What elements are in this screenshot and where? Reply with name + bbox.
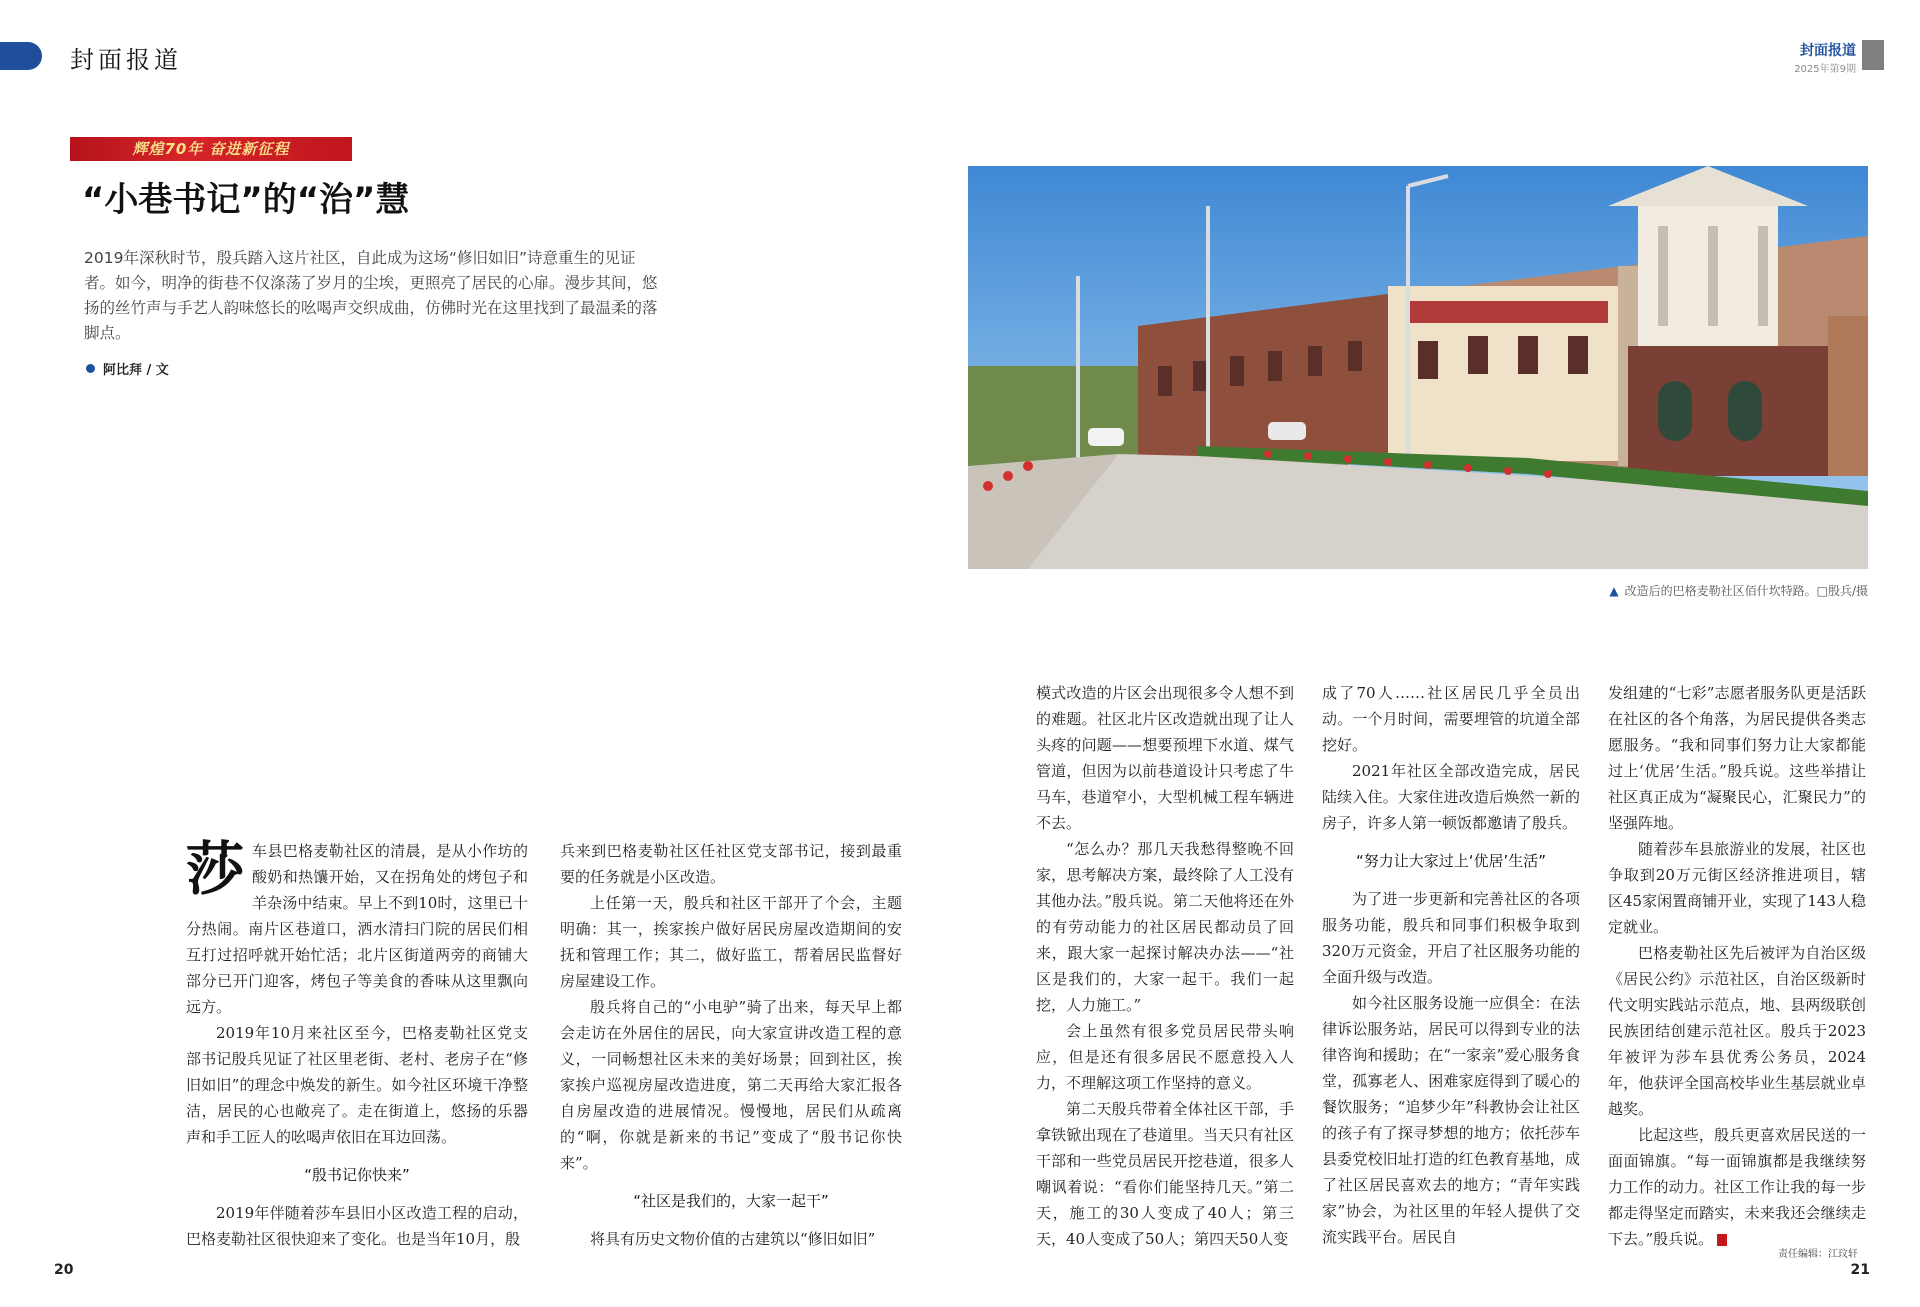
body-column-4 — [1322, 680, 1580, 1250]
photo-caption — [1609, 582, 1868, 599]
paragraph: 随着莎车县旅游业的发展，社区也争取到20万元街区经济推进项目，辖区45家闲置商铺开业，实现了143人稳定就业。 — [1608, 840, 1866, 936]
paragraph: 巴格麦勒社区先后被评为自治区级《居民公约》示范社区，自治区级新时代文明实践站示范点，地、县两级联创民族团结创建示范社区。殷兵于2023年被评为莎车县优秀公务员，2024年，他获评全国高校毕业生基层就业卓越奖。 — [1608, 944, 1866, 1118]
street-photo — [968, 166, 1868, 569]
anniversary-banner: 辉煌70年 奋进新征程 — [70, 137, 352, 161]
body-column-5 — [1608, 680, 1866, 1252]
paragraph: 2019年10月来社区至今，巴格麦勒社区党支部书记殷兵见证了社区里老街、老村、老房子在“修旧如旧”的理念中焕发的新生。如今社区环境干净整洁，居民的心也敞亮了。走在街道上，悠扬的乐器声和手工匠人的吆喝声依旧在耳边回荡。 — [186, 1024, 528, 1146]
byline — [86, 359, 169, 378]
paragraph: 第二天殷兵带着全体社区干部，手拿铁锨出现在了巷道里。当天只有社区干部和一些党员居民开挖巷道，很多人嘲讽着说：“看你们能坚持几天。”第二天，施工的30人变成了40人；第三天，40人变成了50人；第四天50人变 — [1036, 1100, 1294, 1248]
subheading: “殷书记你快来” — [304, 1166, 410, 1184]
section-title: 封面报道 — [70, 46, 182, 74]
paragraph: 为了进一步更新和完善社区的各项服务功能，殷兵和同事们积极争取到320万元资金，开启了社区服务功能的全面升级与改造。 — [1322, 890, 1580, 986]
caption-triangle-icon: ▲ — [1609, 584, 1619, 598]
bullet-icon — [86, 364, 95, 373]
article-lead: 2019年深秋时节，殷兵踏入这片社区，自此成为这场“修旧如旧”诗意重生的见证者。如今，明净的街巷不仅涤荡了岁月的尘埃，更照亮了居民的心扉。漫步其间，悠扬的丝竹声与手艺人韵味悠长的吆喝声交织成曲，仿佛时光在这里找到了最温柔的落脚点。 — [84, 249, 658, 342]
paragraph: 发组建的“七彩”志愿者服务队更是活跃在社区的各个角落，为居民提供各类志愿服务。“我和同事们努力让大家都能过上‘优居’生活。”殷兵说。这些举措让社区真正成为“凝聚民心，汇聚民力”的坚强阵地。 — [1608, 684, 1866, 832]
paragraph: 将具有历史文物价值的古建筑以“修旧如旧” — [590, 1230, 876, 1248]
running-header-section: 封面报道 — [1800, 43, 1856, 59]
body-column-2 — [560, 838, 902, 1252]
paragraph: 成了70人……社区居民几乎全员出动。一个月时间，需要埋管的坑道全部挖好。 — [1322, 684, 1580, 754]
subheading: “努力让大家过上‘优居’生活” — [1355, 852, 1547, 870]
section-marker — [0, 42, 42, 70]
paragraph: “怎么办？那几天我愁得整晚不回家，思考解决方案，最终除了人工没有其他办法。”殷兵说。第二天他将还在外的有劳动能力的社区居民都动员了回来，跟大家一起探讨解决办法——“社区是我们的，大家一起干。我们一起挖，人力施工。” — [1036, 840, 1294, 1014]
page-number-right: 21 — [1850, 1262, 1870, 1278]
paragraph: 车县巴格麦勒社区的清晨，是从小作坊的酸奶和热馕开始，又在拐角处的烤包子和羊杂汤中结束。早上不到10时，这里已十分热闹。南片区巷道口，洒水清扫门院的居民们相互打过招呼就开始忙活；北片区街道两旁的商铺大部分已开门迎客，烤包子等美食的香味从这里飘向远方。 — [186, 842, 528, 1016]
paragraph: 模式改造的片区会出现很多令人想不到的难题。社区北片区改造就出现了让人头疼的问题——想要预埋下水道、煤气管道，但因为以前巷道设计只考虑了牛马车，巷道窄小，大型机械工程车辆进不去。 — [1036, 684, 1294, 832]
magazine-logo-icon — [1862, 40, 1884, 70]
paragraph: 2021年社区全部改造完成，居民陆续入住。大家住进改造后焕然一新的房子，许多人第一顿饭都邀请了殷兵。 — [1322, 762, 1580, 832]
paragraph — [1608, 1122, 1866, 1252]
article-title: “小巷书记”的“治”慧 — [82, 180, 410, 220]
editor-credit: 责任编辑：江玟轩 — [1778, 1249, 1858, 1260]
street-photo-illustration — [968, 166, 1868, 569]
body-column-1 — [186, 835, 528, 1252]
paragraph: 上任第一天，殷兵和社区干部开了个会，主题明确：其一，挨家挨户做好居民房屋改造期间的安抚和管理工作；其二，做好监工，帮着居民监督好房屋建设工作。 — [560, 894, 902, 990]
paragraph: 兵来到巴格麦勒社区任社区党支部书记，接到最重要的任务就是小区改造。 — [560, 842, 902, 886]
subheading: “社区是我们的，大家一起干” — [633, 1192, 829, 1210]
photo-caption-text: 改造后的巴格麦勒社区佰什坎特路。□殷兵/摄 — [1624, 584, 1868, 598]
paragraph: 如今社区服务设施一应俱全：在法律诉讼服务站，居民可以得到专业的法律咨询和援助；在“一家亲”爱心服务食堂，孤寡老人、困难家庭得到了暖心的餐饮服务；“追梦少年”科教协会让社区的孩子有了探寻梦想的地方；依托莎车县委党校旧址打造的红色教育基地，成了社区居民喜欢去的地方；“青年实践家”协会，为社区里的年轻人提供了交流实践平台。居民自 — [1322, 994, 1580, 1246]
end-mark-icon — [1717, 1234, 1727, 1246]
dropcap: 莎 — [186, 835, 245, 903]
author: 阿比拜 / 文 — [103, 363, 169, 378]
paragraph-text: 比起这些，殷兵更喜欢居民送的一面面锦旗。“每一面锦旗都是我继续努力工作的动力。社区工作让我的每一步都走得坚定而踏实，未来我还会继续走下去。”殷兵说。 — [1608, 1126, 1866, 1248]
issue-label: 2025年第9期 — [1794, 64, 1856, 75]
paragraph: 殷兵将自己的“小电驴”骑了出来，每天早上都会走访在外居住的居民，向大家宣讲改造工程的意义，一同畅想社区未来的美好场景；回到社区，挨家挨户巡视房屋改造进度，第二天再给大家汇报各自房屋改造的进展情况。慢慢地，居民们从疏离的“啊，你就是新来的书记”变成了“殷书记你快来”。 — [560, 998, 902, 1172]
page-number-left: 20 — [54, 1262, 74, 1278]
body-column-3 — [1036, 680, 1294, 1252]
running-header — [1794, 40, 1856, 75]
paragraph: 会上虽然有很多党员居民带头响应，但是还有很多居民不愿意投入人力，不理解这项工作坚持的意义。 — [1036, 1022, 1294, 1092]
paragraph: 2019年伴随着莎车县旧小区改造工程的启动，巴格麦勒社区很快迎来了变化。也是当年10月，殷 — [186, 1204, 528, 1248]
